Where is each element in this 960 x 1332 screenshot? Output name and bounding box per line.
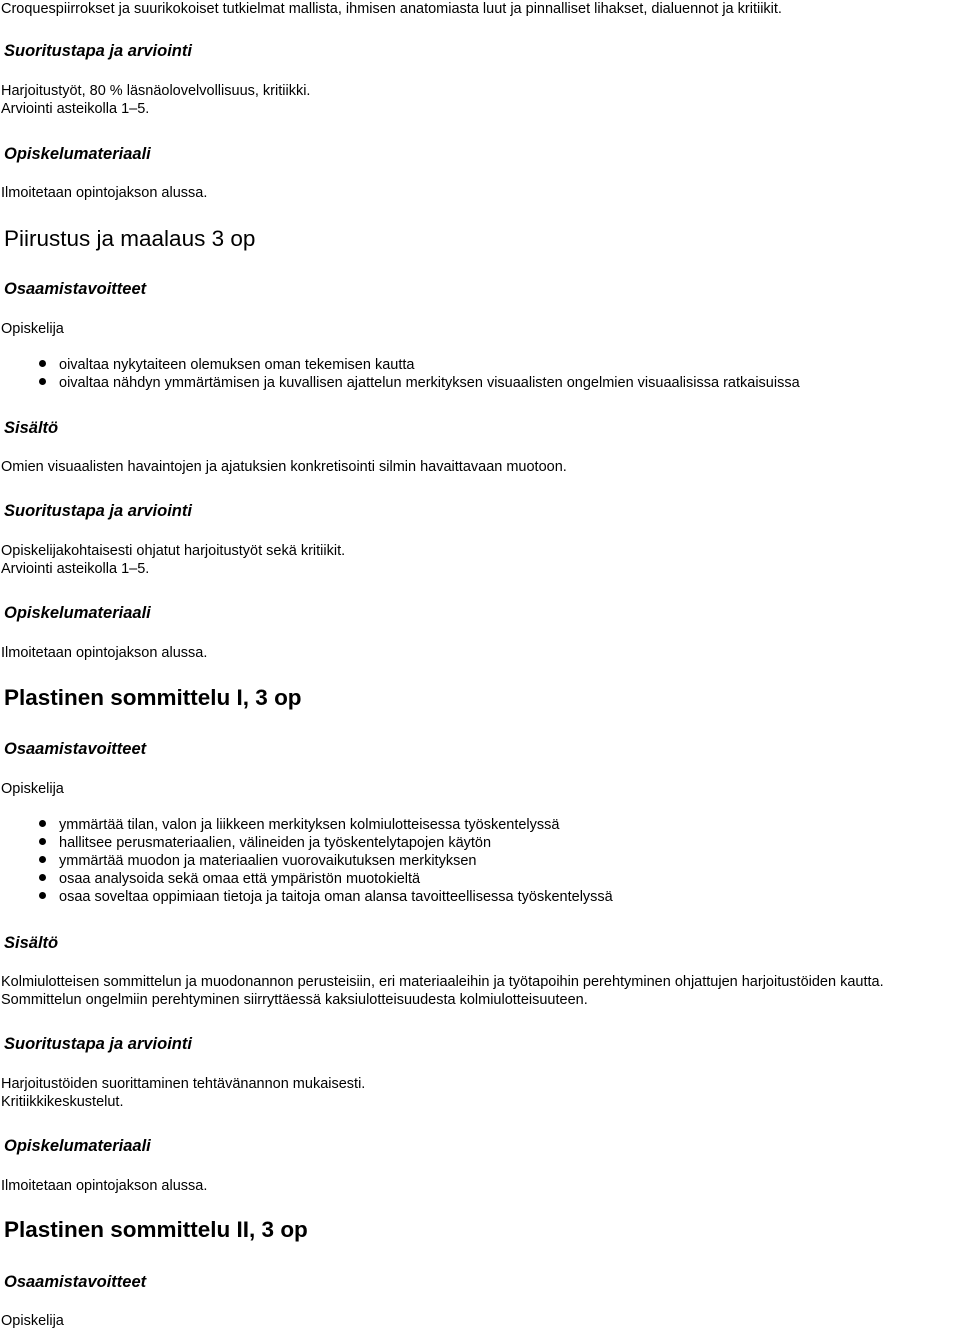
intro-materials-text: Ilmoitetaan opintojakson alussa. [1, 185, 208, 201]
materials-heading: Opiskelumateriaali [4, 1137, 151, 1155]
student-label: Opiskelija [1, 321, 64, 337]
materials-heading: Opiskelumateriaali [4, 604, 151, 622]
outcomes-heading: Osaamistavoitteet [4, 740, 147, 758]
list-item-text: ymmärtää tilan, valon ja liikkeen merkityksen kolmiulotteisessa työskentelyssä [59, 817, 560, 833]
content-text: Kolmiulotteisen sommittelun ja muodonannon perusteisiin, eri materiaaleihin ja työtapoihin perehtyminen ohjattujen harjoitustöiden kautta. [1, 974, 884, 990]
content-text: Omien visuaalisten havaintojen ja ajatuksien konkretisointi silmin havaittavaan muotoon. [1, 459, 567, 475]
course-title: Piirustus ja maalaus 3 op [4, 226, 256, 251]
bullet-icon [39, 838, 46, 845]
bullet-icon [39, 360, 46, 367]
student-label: Opiskelija [1, 781, 64, 797]
outcomes-list [0, 356, 800, 392]
bullet-icon [39, 874, 46, 881]
outcomes-list [0, 816, 613, 906]
student-label: Opiskelija [1, 1313, 64, 1329]
intro-assessment-heading: Suoritustapa ja arviointi [4, 42, 192, 60]
bullet-icon [39, 892, 46, 899]
assessment-heading: Suoritustapa ja arviointi [4, 502, 192, 520]
bullet-icon [39, 856, 46, 863]
course-title: Plastinen sommittelu II, 3 op [4, 1217, 308, 1242]
course-title: Plastinen sommittelu I, 3 op [4, 685, 302, 710]
list-item [0, 852, 613, 870]
list-item-text: oivaltaa nykytaiteen olemuksen oman tekemisen kautta [59, 357, 415, 373]
list-item-text: oivaltaa nähdyn ymmärtämisen ja kuvallisen ajattelun merkityksen visuaalisten ongelmien visuaalisissa ratkaisuissa [59, 375, 800, 391]
list-item-text: ymmärtää muodon ja materiaalien vuorovaikutuksen merkityksen [59, 853, 477, 869]
bullet-icon [39, 378, 46, 385]
content-text: Sommittelun ongelmiin perehtyminen siirryttäessä kaksiulotteisuudesta kolmiulotteisuuteen. [1, 992, 588, 1008]
list-item [0, 816, 613, 834]
list-item [0, 888, 613, 906]
list-item-text: hallitsee perusmateriaalien, välineiden ja työskentelytapojen käytön [59, 835, 492, 851]
bullet-icon [39, 820, 46, 827]
intro-content-text: Croquespiirrokset ja suurikokoiset tutkielmat mallista, ihmisen anatomiasta luut ja pinnalliset lihakset, dialuennot ja kritiikit. [1, 1, 782, 17]
list-item [0, 356, 800, 374]
materials-text: Ilmoitetaan opintojakson alussa. [1, 1178, 208, 1194]
assessment-heading: Suoritustapa ja arviointi [4, 1035, 192, 1053]
list-item [0, 374, 800, 392]
content-heading: Sisältö [4, 934, 59, 952]
content-heading: Sisältö [4, 419, 59, 437]
assessment-line: Kritiikkikeskustelut. [1, 1094, 124, 1110]
list-item-text: osaa soveltaa oppimiaan tietoja ja taitoja oman alansa tavoitteellisessa työskentelyssä [59, 889, 613, 905]
outcomes-heading: Osaamistavoitteet [4, 1273, 147, 1291]
assessment-line: Arviointi asteikolla 1–5. [1, 561, 150, 577]
list-item-text: osaa analysoida sekä omaa että ympäristön muotokieltä [59, 871, 421, 887]
outcomes-heading: Osaamistavoitteet [4, 280, 147, 298]
intro-assessment-line: Arviointi asteikolla 1–5. [1, 101, 150, 117]
list-item [0, 870, 613, 888]
assessment-line: Harjoitustöiden suorittaminen tehtävänannon mukaisesti. [1, 1076, 366, 1092]
intro-materials-heading: Opiskelumateriaali [4, 145, 151, 163]
list-item [0, 834, 613, 852]
assessment-line: Opiskelijakohtaisesti ohjatut harjoitustyöt sekä kritiikit. [1, 543, 346, 559]
intro-assessment-line: Harjoitustyöt, 80 % läsnäolovelvollisuus, kritiikki. [1, 83, 311, 99]
materials-text: Ilmoitetaan opintojakson alussa. [1, 645, 208, 661]
